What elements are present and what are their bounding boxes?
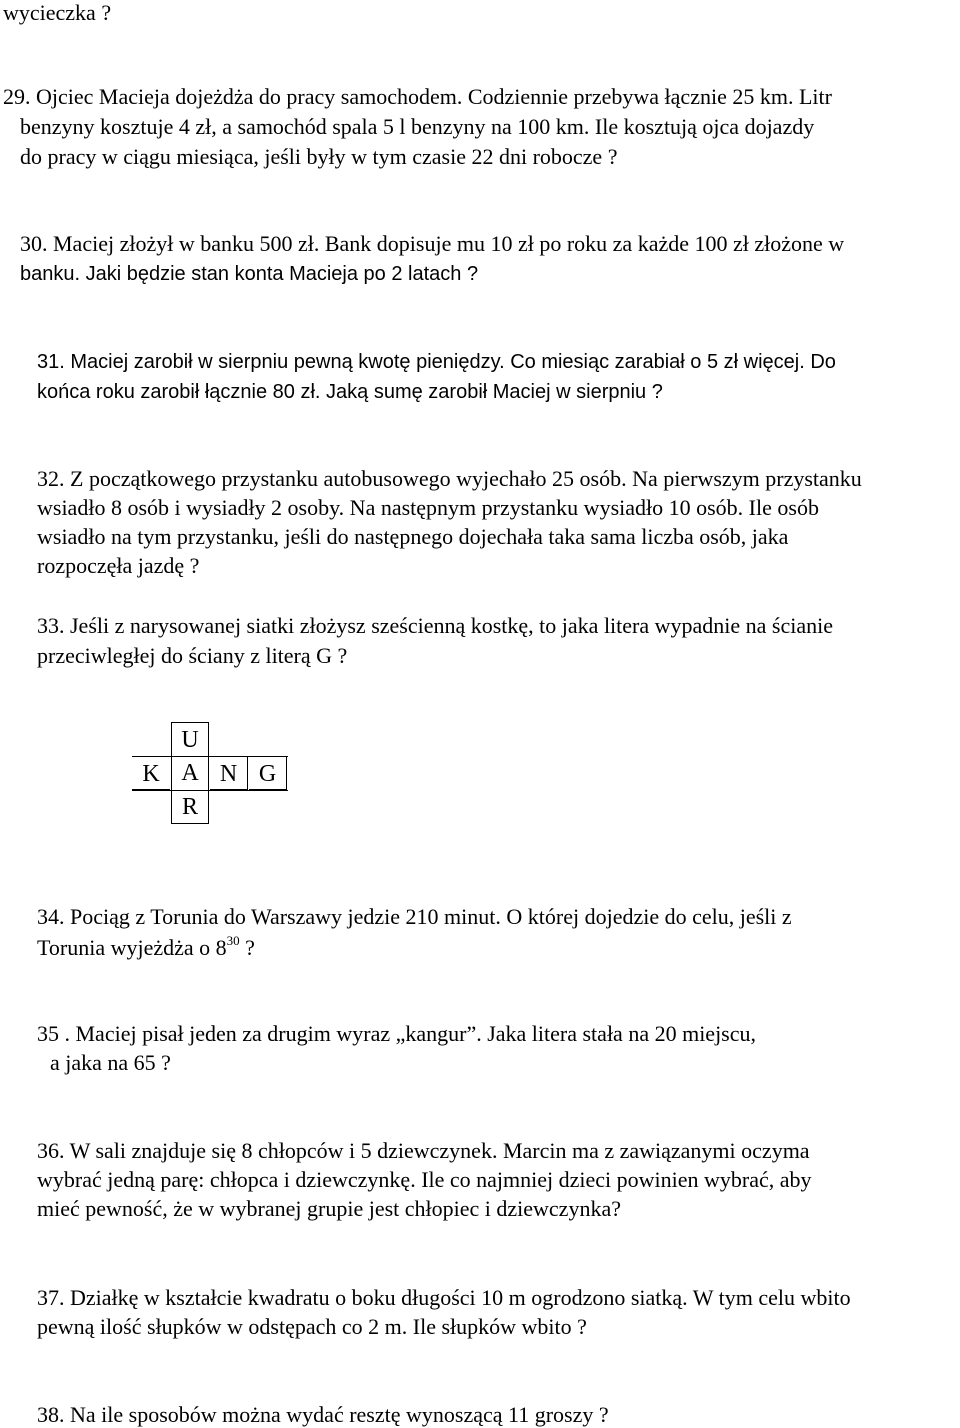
net-cell-left: K	[132, 756, 170, 790]
net-row-top-border	[132, 756, 288, 757]
q34-line-2-end: ?	[239, 935, 255, 960]
q36-line-3: mieć pewność, że w wybranej grupie jest chłopiec i dziewczynka?	[37, 1196, 621, 1221]
q34-line-2	[37, 935, 255, 961]
q30-line-2: banku. Jaki będzie stan konta Macieja po 2 latach ?	[20, 263, 479, 285]
q29-line-3: do pracy w ciągu miesiąca, jeśli były w tym czasie 22 dni robocze ?	[20, 144, 618, 169]
q35-line-2: a jaka na 65 ?	[50, 1050, 171, 1075]
q37-line-2: pewną ilość słupków w odstępach co 2 m. Ile słupków wbito ?	[37, 1314, 587, 1339]
q31-line-1: 31. Maciej zarobił w sierpniu pewną kwotę pieniędzy. Co miesiąc zarabiał o 5 zł więcej. Do	[37, 351, 836, 373]
q33-line-1: 33. Jeśli z narysowanej siatki złożysz sześcienną kostkę, to jaka litera wypadnie na ścianie	[37, 613, 834, 638]
net-cell-bottom: R	[171, 790, 209, 824]
q32-line-3: wsiadło na tym przystanku, jeśli do następnego dojechała taka sama liczba osób, jaka	[37, 524, 789, 549]
cube-net	[132, 722, 288, 830]
q32-line-1: 32. Z początkowego przystanku autobusowego wyjechało 25 osób. Na pierwszym przystanku	[37, 466, 862, 491]
net-cell-top: U	[171, 722, 209, 756]
q35-line-1: 35 . Maciej pisał jeden za drugim wyraz „kangur”. Jaka litera stała na 20 miejscu,	[37, 1021, 757, 1046]
q34-line-1: 34. Pociąg z Torunia do Warszawy jedzie 210 minut. O której dojedzie do celu, jeśli z	[37, 904, 792, 929]
q30-line-1: 30. Maciej złożył w banku 500 zł. Bank dopisuje mu 10 zł po roku za każde 100 zł złożone w	[20, 231, 845, 256]
q29-line-2: benzyny kosztuje 4 zł, a samochód spala 5 l benzyny na 100 km. Ile kosztują ojca dojazdy	[20, 114, 815, 139]
top-fragment: wycieczka ?	[3, 0, 112, 25]
q36-line-1: 36. W sali znajduje się 8 chłopców i 5 dziewczynek. Marcin ma z zawiązanymi oczyma	[37, 1138, 810, 1163]
q38-line-1: 38. Na ile sposobów można wydać resztę wynoszącą 11 groszy ?	[37, 1402, 609, 1427]
net-row-bottom-border	[132, 790, 288, 791]
q32-line-4: rozpoczęła jazdę ?	[37, 553, 200, 578]
q32-line-2: wsiadło 8 osób i wysiadły 2 osoby. Na następnym przystanku wysiadło 10 osób. Ile osób	[37, 495, 819, 520]
net-cell-right2: G	[249, 756, 287, 790]
q36-line-2: wybrać jedną parę: chłopca i dziewczynkę. Ile co najmniej dzieci powinien wybrać, aby	[37, 1167, 812, 1192]
q29-line-1: 29. Ojciec Macieja dojeżdża do pracy samochodem. Codziennie przebywa łącznie 25 km. Litr	[3, 84, 832, 109]
q37-line-1: 37. Działkę w kształcie kwadratu o boku długości 10 m ogrodzono siatką. W tym celu wbito	[37, 1285, 851, 1310]
q33-line-2: przeciwległej do ściany z literą G ?	[37, 643, 348, 668]
q34-minutes-superscript: 30	[226, 933, 240, 948]
net-cell-right1: N	[210, 756, 248, 790]
net-cell-center: A	[171, 756, 209, 790]
q31-line-2: końca roku zarobił łącznie 80 zł. Jaką sumę zarobił Maciej w sierpniu ?	[37, 381, 663, 403]
q34-line-2-text: Torunia wyjeżdża o 8	[37, 935, 227, 960]
